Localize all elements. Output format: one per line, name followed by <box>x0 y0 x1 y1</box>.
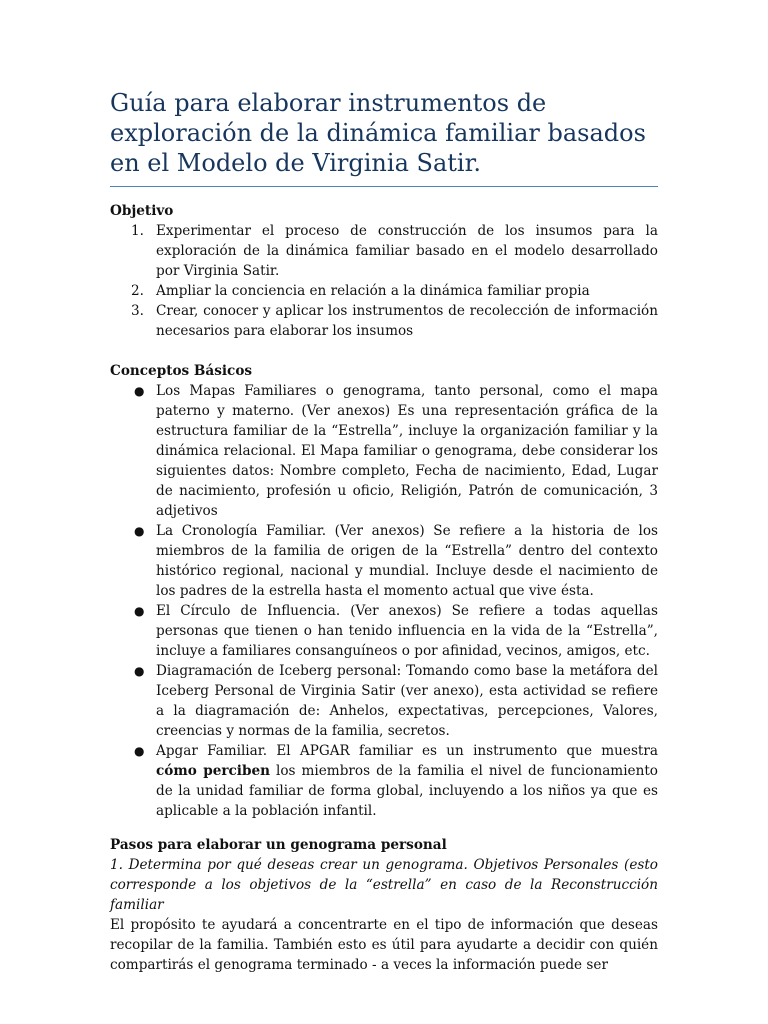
list-number: 1. <box>131 223 144 239</box>
bullet-icon: ● <box>134 384 145 398</box>
document-title: Guía para elaborar instrumentos de exploración de la dinámica familiar basados en el Modelo de Virginia Satir. <box>110 88 658 187</box>
objective-text: Experimentar el proceso de construcción de los insumos para la exploración de la dinámica familiar basado en el modelo desarrollado por Virginia Satir. <box>156 223 658 279</box>
steps-italic-line: 1. Determina por qué deseas crear un genograma. Objetivos Personales (esto corresponde a los objetivos de la “estrella” en caso de la Reconstrucción familiar <box>110 857 658 913</box>
concepts-heading: Conceptos Básicos <box>110 363 253 379</box>
objective-item <box>110 221 658 281</box>
objective-item <box>110 301 658 341</box>
bullet-icon: ● <box>134 604 145 618</box>
objective-item <box>110 281 658 301</box>
objective-heading: Objetivo <box>110 203 174 219</box>
steps-heading: Pasos para elaborar un genograma personal <box>110 837 447 853</box>
concept-text: El Círculo de Influencia. (Ver anexos) Se refiere a todas aquellas personas que tienen o han tenido influencia en la vida de la “Estrella”, incluye a familiares consanguíneos o por afinidad, vecinos, amigos, etc. <box>156 603 658 659</box>
concept-item-apgar <box>110 741 658 821</box>
list-number: 3. <box>131 303 144 319</box>
concept-item <box>110 601 658 661</box>
steps-paragraph: El propósito te ayudará a concentrarte en el tipo de información que deseas recopilar de la familia. También esto es útil para ayudarte a decidir con quién compartirás el genograma terminado - a veces la información puede ser <box>110 917 658 973</box>
concept-item <box>110 521 658 601</box>
concept-item <box>110 661 658 741</box>
concept-text: Diagramación de Iceberg personal: Tomando como base la metáfora del Iceberg Personal de Virginia Satir (ver anexo), esta actividad se refiere a la diagramación de: Anhelos, expectativas, percepciones, Valores, creencias y normas de la familia, secretos. <box>156 663 658 739</box>
objective-text: Crear, conocer y aplicar los instrumentos de recolección de información necesarios para elaborar los insumos <box>156 303 658 339</box>
list-number: 2. <box>131 283 144 299</box>
concept-item <box>110 381 658 521</box>
bullet-icon: ● <box>134 524 145 538</box>
apgar-text-bold: cómo perciben <box>156 763 271 779</box>
document-content <box>110 88 658 975</box>
concept-text: La Cronología Familiar. (Ver anexos) Se refiere a la historia de los miembros de la familia de origen de la “Estrella” dentro del contexto histórico regional, nacional y mundial. Incluye desde el nacimiento de los padres de la estrella hasta el momento actual que vive ésta. <box>156 523 658 599</box>
objective-list <box>110 221 658 341</box>
apgar-text-end: los miembros de la familia el nivel de funcionamiento de la unidad familiar de forma global, incluyendo a los niños ya que es aplicable a la población infantil. <box>156 763 658 819</box>
concepts-list <box>110 381 658 821</box>
concept-text: Los Mapas Familiares o genograma, tanto personal, como el mapa paterno y materno. (Ver anexos) Es una representación gráfica de la estructura familiar de la “Estrella”, incluye la organización familiar y la dinámica relacional. El Mapa familiar o genograma, debe considerar los siguientes datos: Nombre completo, Fecha de nacimiento, Edad, Lugar de nacimiento, profesión u oficio, Religión, Patrón de comunicación, 3 adjetivos <box>156 383 658 519</box>
bullet-icon: ● <box>134 664 145 678</box>
apgar-text-start: Apgar Familiar. El APGAR familiar es un instrumento que muestra <box>156 743 658 759</box>
bullet-icon: ● <box>134 744 145 758</box>
objective-text: Ampliar la conciencia en relación a la dinámica familiar propia <box>156 283 590 299</box>
